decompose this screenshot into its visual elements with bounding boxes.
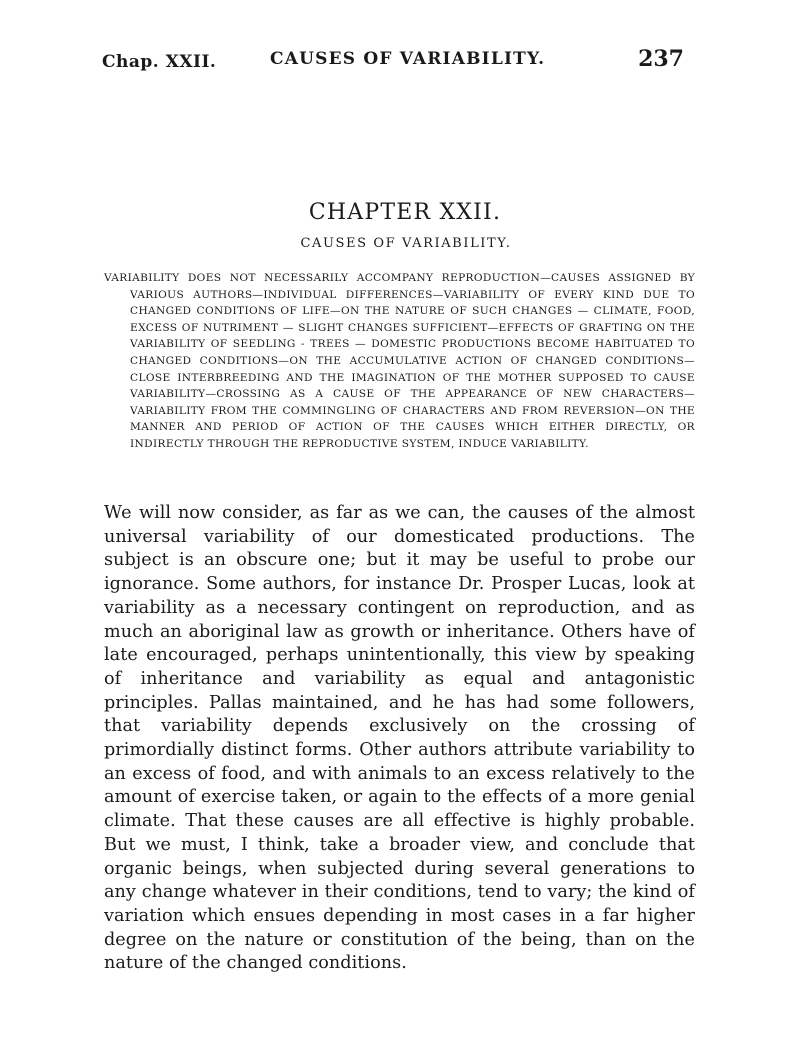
chapter-subtitle: CAUSES OF VARIABILITY. xyxy=(300,236,512,251)
running-title: CAUSES OF VARIABILITY. xyxy=(270,49,546,69)
page-number: 237 xyxy=(638,46,684,72)
chapter-reference: Chap. XXII. xyxy=(102,52,217,72)
body-paragraph xyxy=(104,502,695,976)
running-header xyxy=(102,46,692,78)
paragraph-text: will now consider, as far as we can, the causes of the almost universal variability of our domesticated productions. The subject is an obscure one; but it may be useful to probe our ignorance. Some authors, for instance Dr. Prosper Lucas, look at variability as a necessary contingent on reproduction, and as much an aboriginal law as growth or inheritance. Others have of late encouraged, perhaps unintentionally, this view by speaking of inheritance and variability as equal and antagonistic principles. Pallas maintained, and he has had some followers, that variability depends exclusively on the crossing of primordially distinct forms. Other authors attribute variability to an excess of food, and with animals to an excess relatively to the amount of exercise taken, or again to the effects of a more genial climate. That these causes are all effective is highly probable. But we must, I think, take a broader view, and conclude that organic beings, when subjected during several generations to any change whatever in their conditions, tend to vary; the kind of variation which ensues depending in most cases in a far higher degree on the nature or constitution of the being, than on the nature of the changed conditions. xyxy=(104,503,695,974)
first-word: We xyxy=(104,503,133,523)
chapter-title: CHAPTER XXII. xyxy=(308,200,502,225)
chapter-synopsis: VARIABILITY DOES NOT NECESSARILY ACCOMPANY REPRODUCTION—CAUSES ASSIGNED BY VARIOUS AUTHORS—INDIVIDUAL DIFFERENCES—VARIABILITY OF EVERY KIND DUE TO CHANGED CONDITIONS OF LIFE—ON THE NATURE OF SUCH CHANGES — CLIMATE, FOOD, EXCESS OF NUTRIMENT — SLIGHT CHANGES SUFFICIENT—EFFECTS OF GRAFTING ON THE VARIABILITY OF SEEDLING - TREES — DOMESTIC PRODUCTIONS BECOME HABITUATED TO CHANGED CONDITIONS—ON THE ACCUMULATIVE ACTION OF CHANGED CONDITIONS—CLOSE INTERBREEDING AND THE IMAGINATION OF THE MOTHER SUPPOSED TO CAUSE VARIABILITY—CROSSING AS A CAUSE OF THE APPEARANCE OF NEW CHARACTERS—VARIABILITY FROM THE COMMINGLING OF CHARACTERS AND FROM REVERSION—ON THE MANNER AND PERIOD OF ACTION OF THE CAUSES WHICH EITHER DIRECTLY, OR INDIRECTLY THROUGH THE REPRODUCTIVE SYSTEM, INDUCE VARIABILITY. xyxy=(104,272,695,450)
